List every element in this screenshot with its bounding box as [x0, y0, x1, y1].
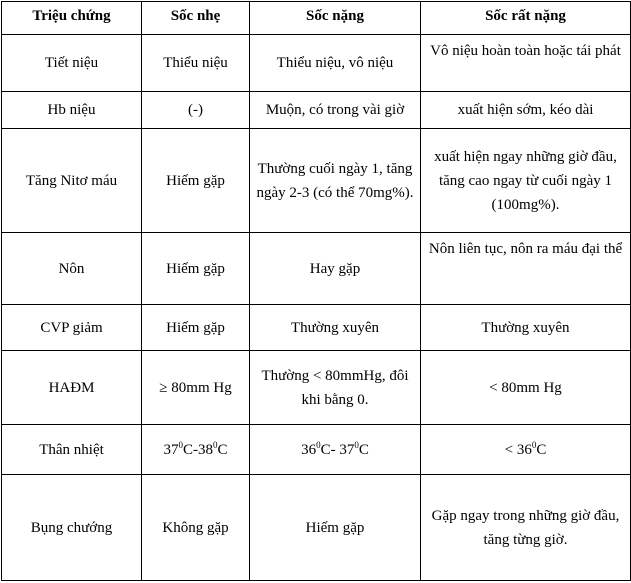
cell-symptom: Tăng Nitơ máu: [2, 129, 142, 233]
cell-mild: Không gặp: [142, 475, 250, 581]
cell-severe: Thiểu niệu, vô niệu: [250, 35, 421, 92]
degree-mark: 0: [178, 439, 183, 450]
temp-very-severe-a: < 36: [504, 441, 532, 458]
symptom-table-page: [1, 1, 630, 582]
temp-severe-c: C: [358, 441, 369, 458]
degree-mark: 0: [316, 439, 321, 450]
temp-severe-a: 36: [301, 441, 317, 458]
cell-severe: Muộn, có trong vài giờ: [250, 92, 421, 129]
cell-symptom: Thân nhiệt: [2, 425, 142, 475]
temp-mild-a: 37: [163, 441, 179, 458]
cell-symptom: Tiết niệu: [2, 35, 142, 92]
table-row: [2, 233, 631, 305]
header-mild-shock: Sốc nhẹ: [142, 2, 250, 35]
cell-symptom: CVP giảm: [2, 305, 142, 351]
temp-mild-c: C: [217, 441, 228, 458]
table-row: [2, 425, 631, 475]
cell-severe: Thường cuối ngày 1, tăng ngày 2-3 (có thể 70mg%).: [250, 129, 421, 233]
cell-symptom: Nôn: [2, 233, 142, 305]
table-row: [2, 129, 631, 233]
cell-very-severe: < 80mm Hg: [421, 351, 631, 425]
header-severe-shock: Sốc nặng: [250, 2, 421, 35]
cell-very-severe: Vô niệu hoàn toàn hoặc tái phát: [421, 35, 631, 92]
cell-mild: Hiếm gặp: [142, 305, 250, 351]
table-row: [2, 92, 631, 129]
cell-severe: Thường < 80mmHg, đôi khi bằng 0.: [250, 351, 421, 425]
cell-very-severe: [421, 425, 631, 475]
degree-mark: 0: [531, 439, 537, 450]
temp-very-severe-b: C: [536, 441, 547, 458]
cell-symptom: HAĐM: [2, 351, 142, 425]
cell-mild: Thiểu niệu: [142, 35, 250, 92]
table-header-row: [2, 2, 631, 35]
cell-severe: Hay gặp: [250, 233, 421, 305]
temp-severe-b: C- 37: [320, 441, 355, 458]
cell-severe: Thường xuyên: [250, 305, 421, 351]
cell-symptom: Hb niệu: [2, 92, 142, 129]
degree-mark: 0: [212, 439, 218, 450]
cell-very-severe: Thường xuyên: [421, 305, 631, 351]
cell-mild: Hiếm gặp: [142, 129, 250, 233]
symptom-table: [1, 1, 631, 581]
cell-mild: (-): [142, 92, 250, 129]
table-row: [2, 305, 631, 351]
table-row: [2, 351, 631, 425]
cell-very-severe: Nôn liên tục, nôn ra máu đại thể: [421, 233, 631, 305]
cell-mild: Hiếm gặp: [142, 233, 250, 305]
degree-mark: 0: [354, 439, 359, 450]
cell-very-severe: xuất hiện ngay những giờ đầu, tăng cao ngay từ cuối ngày 1 (100mg%).: [421, 129, 631, 233]
cell-very-severe: Gặp ngay trong những giờ đầu, tăng từng giờ.: [421, 475, 631, 581]
header-very-severe-shock: Sốc rất nặng: [421, 2, 631, 35]
cell-very-severe: xuất hiện sớm, kéo dài: [421, 92, 631, 129]
header-symptom: Triệu chứng: [2, 2, 142, 35]
table-row: [2, 35, 631, 92]
cell-mild: ≥ 80mm Hg: [142, 351, 250, 425]
cell-symptom: Bụng chướng: [2, 475, 142, 581]
cell-severe: [250, 425, 421, 475]
temp-mild-b: C-38: [182, 441, 213, 458]
cell-severe: Hiếm gặp: [250, 475, 421, 581]
table-row: [2, 475, 631, 581]
cell-mild: [142, 425, 250, 475]
